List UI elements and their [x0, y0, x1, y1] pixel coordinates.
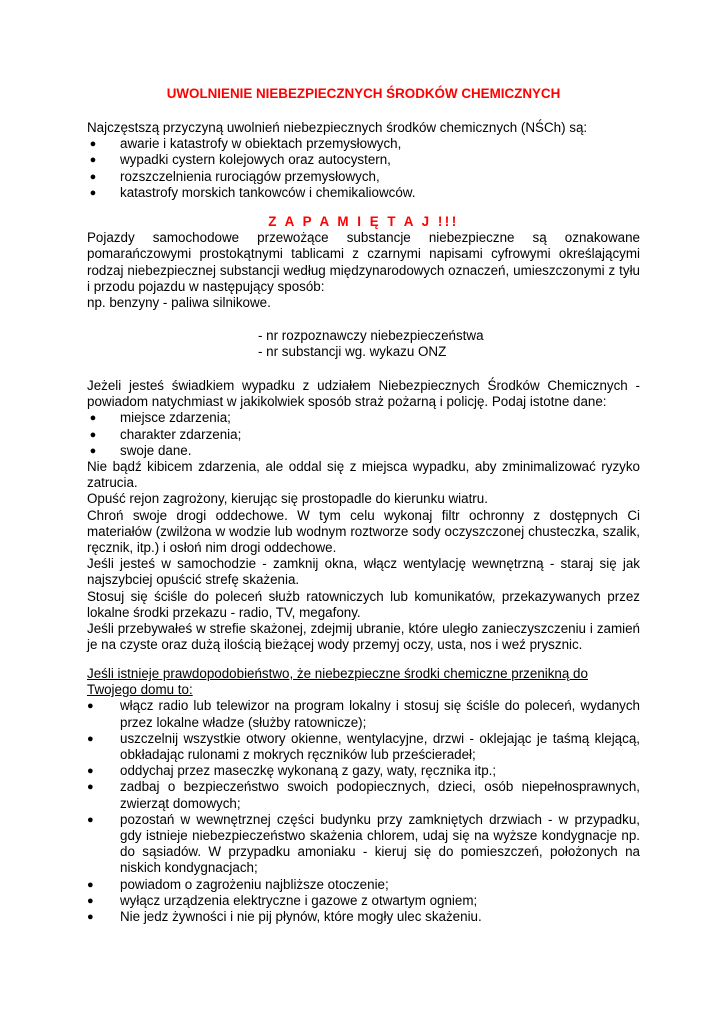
- list-item: ● włącz radio lub telewizor na program lokalny i stosuj się ściśle do poleceń, wydanych przez lokalne władze (służby ratownicze);: [87, 698, 640, 730]
- remember-heading: Z A P A M I Ę T A J !!!: [268, 214, 459, 229]
- bullet-icon: ●: [87, 765, 94, 778]
- advice-paragraph: Jeśli przebywałeś w strefie skażonej, zdejmij ubranie, które uległo zanieczyszczeniu i zamień je na czyste oraz dużą ilością bieżącej wody przemyj oczy, usta, nos i weź prysznic.: [87, 621, 640, 653]
- list-item: ● awarie i katastrofy w obiektach przemysłowych,: [87, 136, 640, 152]
- witness-section: [87, 378, 640, 653]
- bullet-icon: ●: [87, 878, 94, 891]
- bullet-icon: ●: [87, 894, 94, 907]
- remember-section: [87, 214, 640, 311]
- substance-number-label: - nr substancji wg. wykazu ONZ: [258, 344, 447, 360]
- causes-section: [87, 120, 640, 201]
- hazard-number-label: - nr rozpoznawczy niebezpieczeństwa: [258, 328, 484, 343]
- bullet-icon: ●: [89, 428, 97, 441]
- list-item: ● uszczelnij wszystkie otwory okienne, wentylacyjne, drzwi - oklejając je taśmą klejącą, obkładając rulonami z mokrych ręczników lub prześcieradeł;: [87, 730, 640, 763]
- list-item: ● miejsce zdarzenia;: [87, 410, 640, 426]
- list-item: ● oddychaj przez maseczkę wykonaną z gazy, waty, ręcznika itp.;: [87, 763, 497, 779]
- list-item: ● katastrofy morskich tankowców i chemikaliowców.: [87, 185, 640, 201]
- causes-lead: Najczęstszą przyczyną uwolnień niebezpiecznych środków chemicznych (NŚCh) są:: [87, 120, 588, 135]
- bullet-icon: ●: [89, 170, 97, 183]
- bullet-icon: ●: [87, 781, 94, 794]
- bullet-icon: ●: [89, 154, 97, 167]
- bullet-icon: ●: [87, 700, 94, 713]
- vehicles-example: np. benzyny - paliwa silnikowe.: [87, 295, 271, 311]
- causes-list: [87, 136, 640, 201]
- advice-paragraph: Chroń swoje drogi oddechowe. W tym celu wykonaj filtr ochronny z dostępnych Ci materiałów (zwilżona w wodzie lub wodnym roztworze sody oczyszczonej chusteczka, szalik, ręcznik, itp.) i osłoń nim drogi oddechowe.: [87, 507, 640, 556]
- bullet-icon: ●: [89, 412, 97, 425]
- witness-data-list: [87, 410, 640, 459]
- list-item: ● charakter zdarzenia;: [87, 427, 640, 443]
- advice-paragraph: Stosuj się ściśle do poleceń służb ratowniczych lub komunikatów, przekazywanych przez lokalne środki przekazu - radio, TV, megafony.: [87, 588, 640, 620]
- advice-paragraph: Nie bądź kibicem zdarzenia, ale oddal się z miejsca wypadku, aby zminimalizować ryzyko zatrucia.: [87, 459, 640, 491]
- bullet-icon: ●: [87, 732, 94, 745]
- list-item: ● swoje dane.: [87, 443, 640, 459]
- bullet-icon: ●: [89, 186, 97, 199]
- vehicles-paragraph: Pojazdy samochodowe przewożące substancje niebezpieczne są oznakowane pomarańczowymi prostokątnymi tablicami z czarnymi napisami cyfrowymi określającymi rodzaj niebezpiecznej substancji według międzynarodowych oznaczeń, umieszczonymi z tyłu i przodu pojazdu w następujący sposób:: [87, 230, 640, 294]
- home-section: [87, 666, 640, 925]
- list-item: ● zadbaj o bezpieczeństwo swoich podopiecznych, dzieci, osób niepełnosprawnych, zwierząt domowych;: [87, 779, 640, 811]
- advice-paragraph: Jeśli jesteś w samochodzie - zamknij okna, włącz wentylację wewnętrzną - staraj się jak najszybciej opuścić strefę skażenia.: [87, 556, 640, 588]
- bullet-icon: ●: [87, 911, 94, 924]
- list-item: ● Nie jedz żywności i nie pij płynów, które mogły ulec skażeniu.: [87, 909, 482, 925]
- list-item: ● rozszczelnienia rurociągów przemysłowych,: [87, 169, 640, 185]
- bullet-icon: ●: [87, 813, 94, 826]
- advice-paragraph: Opuść rejon zagrożony, kierując się prostopadle do kierunku wiatru.: [87, 491, 488, 507]
- home-heading: Jeśli istnieje prawdopodobieństwo, że niebezpieczne środki chemiczne przenikną do Twojego domu to:: [87, 666, 588, 698]
- bullet-icon: ●: [89, 138, 97, 151]
- list-item: ● wypadki cystern kolejowych oraz autocystern,: [87, 152, 640, 168]
- bullet-icon: ●: [89, 444, 97, 457]
- document-title: UWOLNIENIE NIEBEZPIECZNYCH ŚRODKÓW CHEMICZNYCH: [166, 86, 561, 101]
- witness-paragraph: Jeżeli jesteś świadkiem wypadku z udziałem Niebezpiecznych Środków Chemicznych - powiadom natychmiast w jakikolwiek sposób straż pożarną i policję. Podaj istotne dane:: [87, 378, 640, 410]
- list-item: ● wyłącz urządzenia elektryczne i gazowe z otwartym ogniem;: [87, 892, 478, 908]
- list-item: ● pozostań w wewnętrznej części budynku przy zamkniętych drzwiach - w przypadku, gdy istnieje niebezpieczeństwo skażenia chlorem, udaj się na wyższe kondygnacje np. do sąsiadów. W przypadku amoniaku - kieruj się do pomieszczeń, położonych na niskich kondygnacjach;: [87, 811, 640, 876]
- home-actions-list: [87, 698, 640, 925]
- plate-legend: [87, 328, 640, 360]
- list-item: ● powiadom o zagrożeniu najbliższe otoczenie;: [87, 876, 389, 892]
